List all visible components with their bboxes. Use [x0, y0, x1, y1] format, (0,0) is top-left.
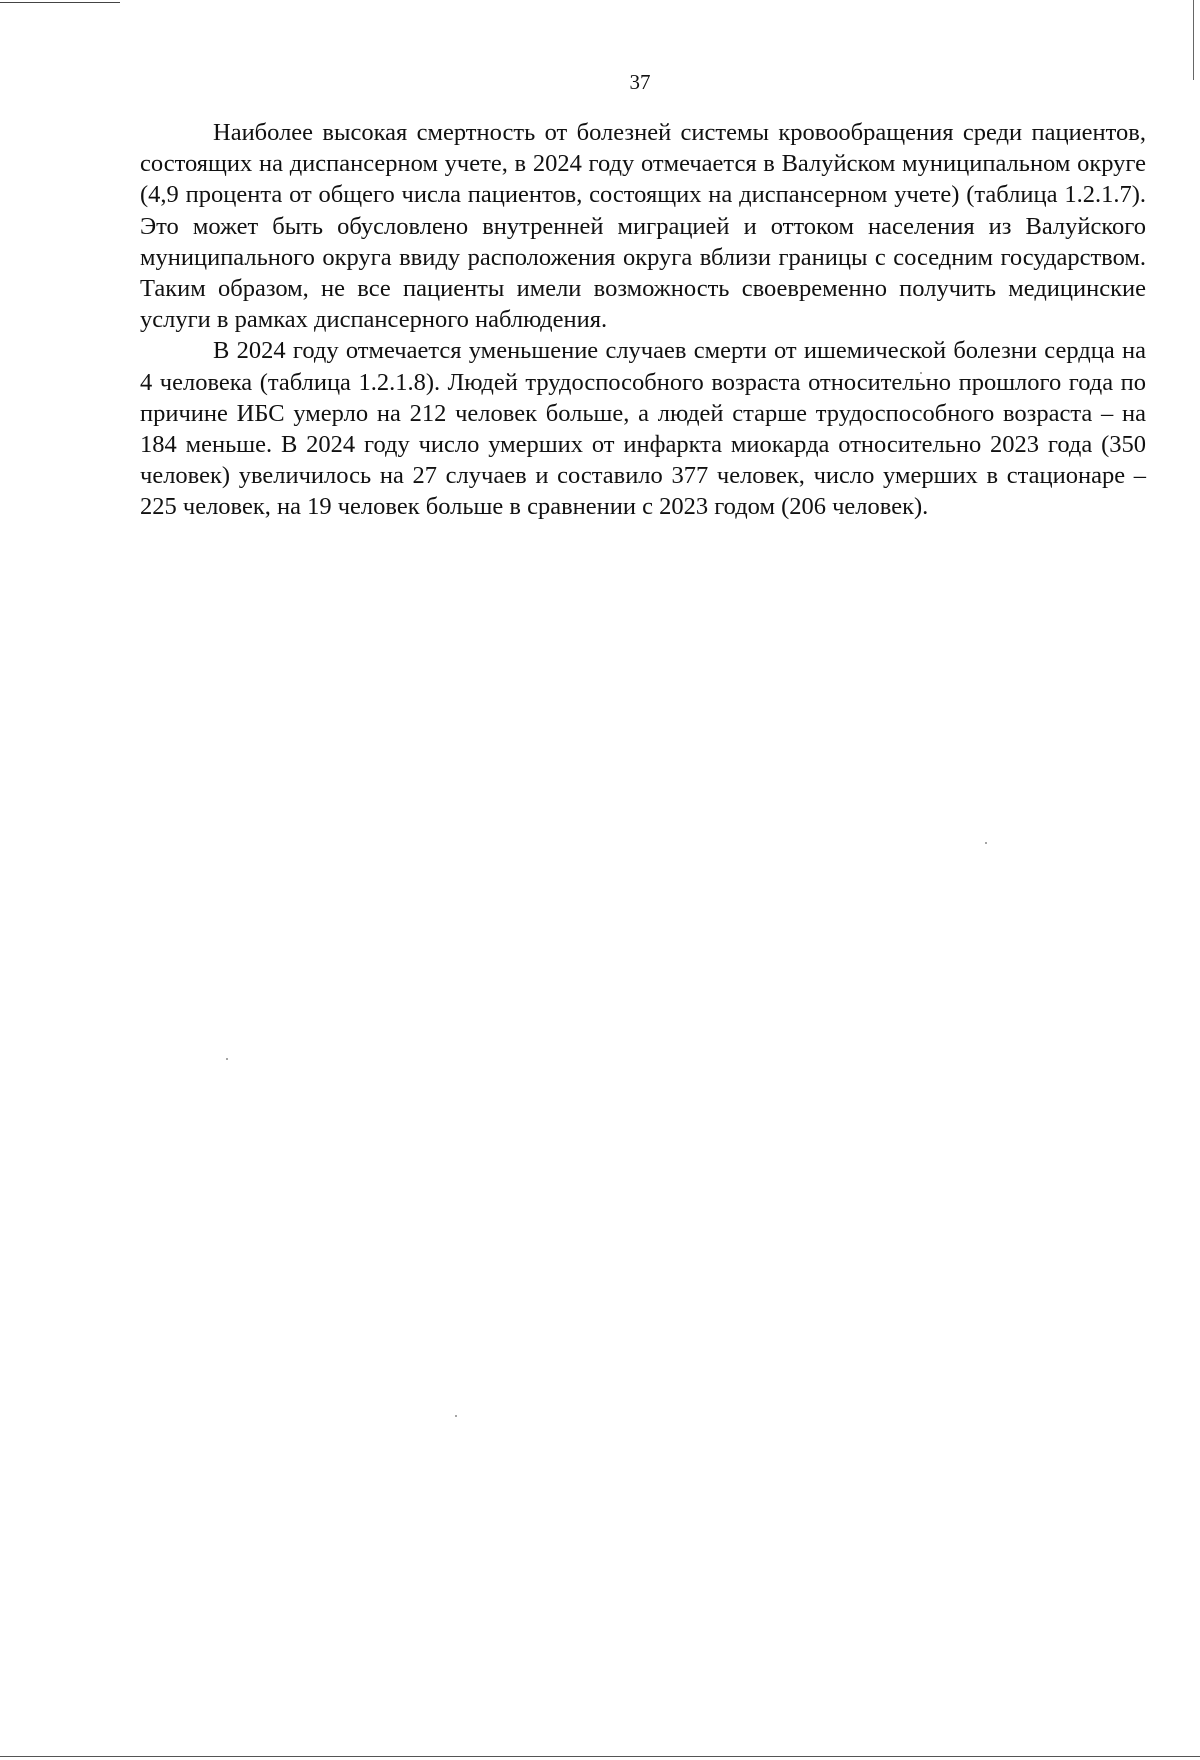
scan-speck [985, 842, 987, 844]
body-text [140, 117, 1146, 523]
scan-artifact-top [0, 2, 120, 3]
scan-speck [226, 1058, 228, 1060]
paragraph: Наиболее высокая смертность от болезней системы кровообращения среди пациентов, состоящих на диспансерном учете, в 2024 году отмечается в Валуйском муниципальном округе (4,9 процента от общего числа пациентов, состоящих на диспансерном учете) (таблица 1.2.1.7). Это может быть обусловлено внутренней миграцией и оттоком населения из Валуйского муниципального округа ввиду расположения округа вблизи границы с соседним государством. Таким образом, не все пациенты имели возможность своевременно получить медицинские услуги в рамках диспансерного наблюдения. [140, 119, 1146, 334]
page-number: 37 [629, 70, 651, 94]
scan-speck [455, 1415, 457, 1417]
scan-artifact-right [1193, 0, 1194, 80]
paragraph: В 2024 году отмечается уменьшение случаев смерти от ишемической болезни сердца на 4 человека (таблица 1.2.1.8). Людей трудоспособного возраста относительно прошлого года по причине ИБС умерло на 212 человек больше, а людей старше трудоспособного возраста – на 184 меньше. В 2024 году число умерших от инфаркта миокарда относительно 2023 года (350 человек) увеличилось на 27 случаев и составило 377 человек, число умерших в стационаре – 225 человек, на 19 человек больше в сравнении с 2023 годом (206 человек). [140, 337, 1146, 521]
scan-artifact-bottom [0, 1756, 1200, 1757]
